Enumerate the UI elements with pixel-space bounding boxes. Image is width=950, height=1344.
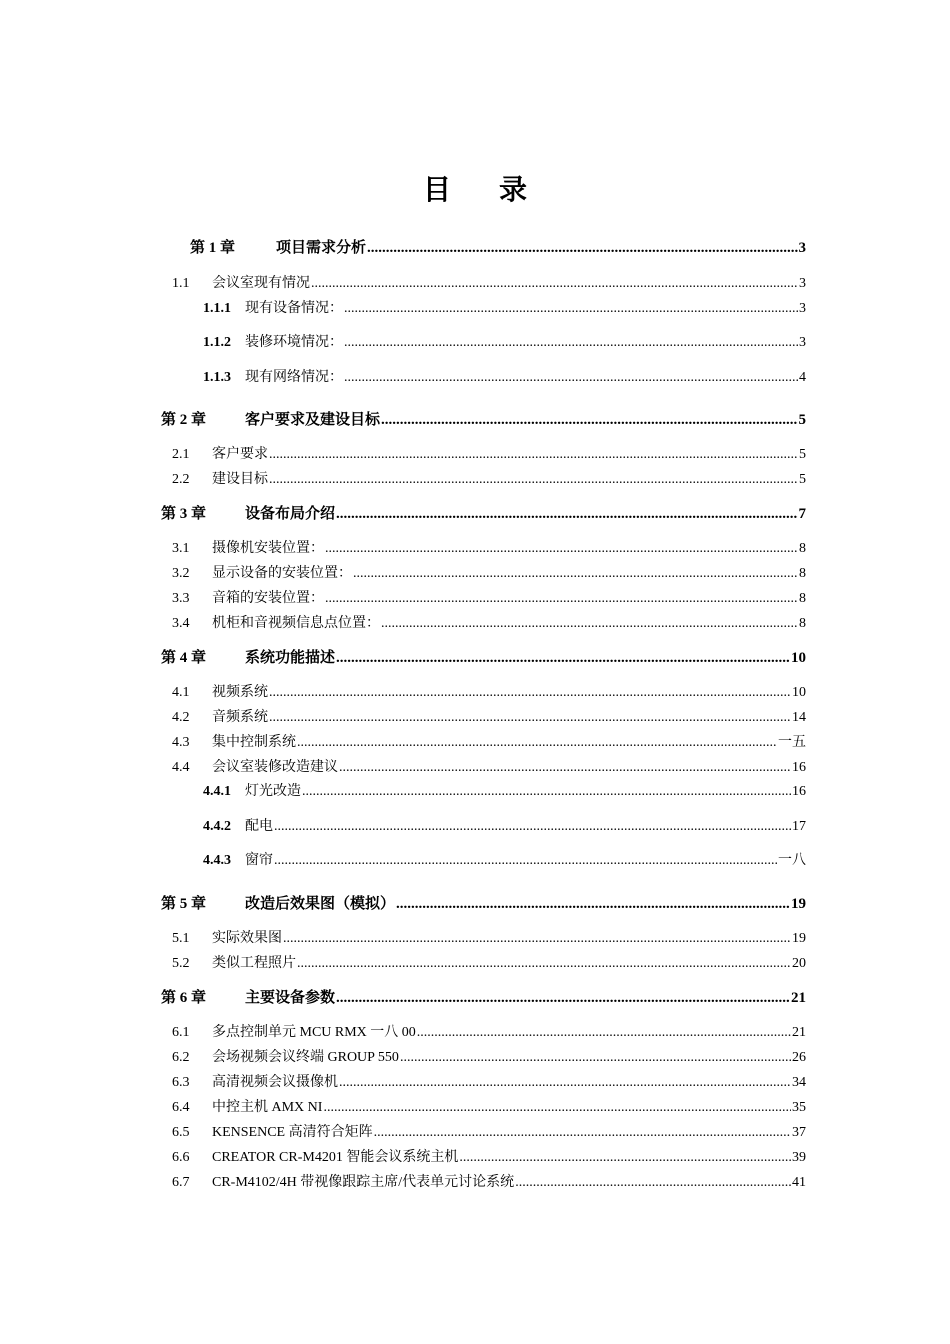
toc-entry-title: 实际效果图	[212, 931, 282, 946]
toc-dot-leader	[323, 1100, 791, 1116]
toc-entry-number: 第 6 章	[161, 990, 207, 1006]
toc-entry-number: 4.3	[172, 735, 190, 750]
toc-entry-number: 6.6	[172, 1150, 190, 1165]
toc-entry-number: 1.1.3	[203, 370, 231, 385]
toc-page-number: 37	[792, 1125, 806, 1140]
toc-entry-title: 多点控制单元 MCU RMX 一八 00	[212, 1025, 416, 1040]
page-title	[0, 168, 950, 208]
toc-entry-number: 4.4.1	[203, 784, 231, 799]
toc-page-number: 19	[791, 896, 806, 912]
toc-dot-leader	[400, 1050, 791, 1066]
toc-section-entry[interactable]	[172, 587, 806, 607]
toc-dot-leader	[339, 760, 791, 776]
toc-page-number: 16	[792, 784, 806, 799]
toc-entry-number: 4.4	[172, 760, 190, 775]
toc-dot-leader	[396, 896, 790, 913]
toc-section-entry[interactable]	[172, 1121, 806, 1141]
toc-dot-leader	[283, 931, 791, 947]
toc-entry-title: CR-M4102/4H 带视像跟踪主席/代表单元讨论系统	[212, 1175, 515, 1190]
toc-section-entry[interactable]	[172, 681, 806, 701]
toc-dot-leader	[381, 616, 798, 632]
toc-entry-title: 窗帘	[245, 853, 273, 868]
toc-entry-number: 3.4	[172, 616, 190, 631]
toc-entry-title: CREATOR CR-M4201 智能会议系统主机	[212, 1150, 459, 1165]
toc-subsection-entry[interactable]	[203, 297, 806, 317]
toc-entry-number: 1.1.2	[203, 335, 231, 350]
toc-page-number: 4	[799, 370, 806, 385]
toc-section-entry[interactable]	[172, 1146, 806, 1166]
toc-page-number: 10	[792, 685, 806, 700]
toc-page-number: 3	[799, 301, 806, 316]
toc-entry-title: 现有设备情况：	[245, 301, 343, 316]
toc-entry-title: 显示设备的安装位置：	[212, 566, 352, 581]
toc-subsection-entry[interactable]	[203, 366, 806, 386]
toc-entry-number: 4.2	[172, 710, 190, 725]
toc-dot-leader	[339, 1075, 791, 1091]
toc-page-number: 41	[792, 1175, 806, 1190]
toc-section-entry[interactable]	[172, 1021, 806, 1041]
toc-entry-title: 会议室现有情况	[212, 276, 310, 291]
toc-dot-leader	[515, 1175, 791, 1191]
toc-page-number: 5	[798, 412, 806, 428]
toc-entry-title: 系统功能描述	[245, 650, 336, 666]
toc-entry-title: 会场视频会议终端 GROUP 550	[212, 1050, 399, 1065]
toc-page-number: 3	[799, 335, 806, 350]
toc-entry-title: 建设目标	[212, 472, 268, 487]
toc-chapter-entry[interactable]	[161, 646, 806, 667]
toc-subsection-entry[interactable]	[203, 780, 806, 800]
toc-entry-title: 视频系统	[212, 685, 268, 700]
toc-chapter-entry[interactable]	[161, 986, 806, 1007]
toc-chapter-entry[interactable]	[161, 408, 806, 429]
toc-entry-title: 音频系统	[212, 710, 268, 725]
toc-subsection-entry[interactable]	[203, 331, 806, 351]
toc-entry-number: 3.2	[172, 566, 190, 581]
toc-page-number: 7	[798, 506, 806, 522]
toc-dot-leader	[336, 990, 790, 1007]
toc-page-number: 26	[792, 1050, 806, 1065]
toc-entry-title: 集中控制系统	[212, 735, 296, 750]
toc-entry-number: 6.4	[172, 1100, 190, 1115]
toc-page-number: 一五	[778, 735, 806, 750]
toc-dot-leader	[325, 541, 798, 557]
toc-entry-title: 灯光改造	[245, 784, 301, 799]
toc-section-entry[interactable]	[172, 731, 806, 751]
toc-page-number: 8	[799, 566, 806, 581]
toc-entry-title: 装修环境情况：	[245, 335, 343, 350]
toc-entry-number: 2.2	[172, 472, 190, 487]
toc-dot-leader	[325, 591, 798, 607]
toc-dot-leader	[459, 1150, 791, 1166]
toc-entry-title: 中控主机 AMX NI	[212, 1100, 323, 1115]
toc-section-entry[interactable]	[172, 1046, 806, 1066]
toc-subsection-entry[interactable]	[203, 849, 806, 869]
toc-entry-number: 5.1	[172, 931, 190, 946]
toc-page-number: 19	[792, 931, 806, 946]
toc-dot-leader	[374, 1125, 791, 1141]
toc-entry-number: 6.5	[172, 1125, 190, 1140]
toc-section-entry[interactable]	[172, 612, 806, 632]
toc-dot-leader	[297, 735, 777, 751]
toc-entry-title: 类似工程照片	[212, 956, 296, 971]
toc-dot-leader	[381, 412, 797, 429]
toc-page-number: 14	[792, 710, 806, 725]
toc-entry-title: 摄像机安装位置：	[212, 541, 324, 556]
toc-entry-number: 6.3	[172, 1075, 190, 1090]
toc-section-entry[interactable]	[172, 1171, 806, 1191]
toc-entry-title: 配电	[245, 819, 273, 834]
toc-page-number: 21	[791, 990, 806, 1006]
toc-entry-title: 主要设备参数	[245, 990, 336, 1006]
toc-section-entry[interactable]	[172, 952, 806, 972]
toc-dot-leader	[344, 301, 798, 317]
toc-entry-number: 1.1.1	[203, 301, 231, 316]
page-title-char-1: 目	[422, 173, 451, 206]
toc-dot-leader	[353, 566, 798, 582]
toc-section-entry[interactable]	[172, 756, 806, 776]
toc-chapter-entry[interactable]	[190, 236, 806, 257]
toc-entry-number: 第 4 章	[161, 650, 207, 666]
toc-dot-leader	[269, 447, 798, 463]
toc-page-number: 39	[792, 1150, 806, 1165]
toc-dot-leader	[269, 685, 791, 701]
toc-entry-title: 客户要求及建设目标	[245, 412, 381, 428]
toc-page-number: 一八	[778, 853, 806, 868]
toc-entry-number: 5.2	[172, 956, 190, 971]
toc-entry-number: 3.3	[172, 591, 190, 606]
toc-dot-leader	[336, 506, 797, 523]
toc-dot-leader	[302, 784, 791, 800]
toc-section-entry[interactable]	[172, 272, 806, 292]
toc-entry-title: 改造后效果图（模拟）	[245, 896, 396, 912]
toc-entry-number: 1.1	[172, 276, 190, 291]
toc-dot-leader	[274, 819, 791, 835]
toc-entry-title: 机柜和音视频信息点位置：	[212, 616, 380, 631]
toc-entry-title: 设备布局介绍	[245, 506, 336, 522]
toc-page-number: 8	[799, 541, 806, 556]
toc-entry-number: 第 1 章	[190, 240, 236, 256]
toc-dot-leader	[344, 370, 798, 386]
toc-entry-title: 客户要求	[212, 447, 268, 462]
toc-section-entry[interactable]	[172, 443, 806, 463]
toc-dot-leader	[311, 276, 798, 292]
toc-page-number: 21	[792, 1025, 806, 1040]
toc-entry-number: 2.1	[172, 447, 190, 462]
toc-subsection-entry[interactable]	[203, 815, 806, 835]
toc-page-number: 3	[799, 276, 806, 291]
toc-dot-leader	[417, 1025, 791, 1041]
toc-page-number: 5	[799, 447, 806, 462]
toc-section-entry[interactable]	[172, 562, 806, 582]
toc-dot-leader	[269, 710, 791, 726]
toc-section-entry[interactable]	[172, 537, 806, 557]
toc-entry-number: 4.1	[172, 685, 190, 700]
toc-chapter-entry[interactable]	[161, 892, 806, 913]
toc-entry-title: 高清视频会议摄像机	[212, 1075, 338, 1090]
toc-dot-leader	[336, 650, 790, 667]
toc-chapter-entry[interactable]	[161, 502, 806, 523]
toc-dot-leader	[274, 853, 777, 869]
toc-page-number: 17	[792, 819, 806, 834]
toc-page-number: 35	[792, 1100, 806, 1115]
toc-section-entry[interactable]	[172, 706, 806, 726]
toc-entry-number: 3.1	[172, 541, 190, 556]
toc-dot-leader	[367, 240, 797, 257]
toc-entry-number: 6.1	[172, 1025, 190, 1040]
toc-entry-title: 现有网络情况：	[245, 370, 343, 385]
toc-entry-title: 音箱的安装位置：	[212, 591, 324, 606]
toc-entry-title: 会议室装修改造建议	[212, 760, 338, 775]
toc-section-entry[interactable]	[172, 927, 806, 947]
toc-entry-number: 第 3 章	[161, 506, 207, 522]
toc-page-number: 20	[792, 956, 806, 971]
toc-page-number: 10	[791, 650, 806, 666]
toc-page-number: 3	[798, 240, 806, 256]
toc-section-entry[interactable]	[172, 1096, 806, 1116]
toc-entry-title: 项目需求分析	[276, 240, 367, 256]
toc-page-number: 8	[799, 616, 806, 631]
toc-section-entry[interactable]	[172, 1071, 806, 1091]
toc-page-number: 16	[792, 760, 806, 775]
toc-entry-number: 4.4.3	[203, 853, 231, 868]
toc-dot-leader	[269, 472, 798, 488]
toc-entry-number: 第 5 章	[161, 896, 207, 912]
toc-entry-number: 6.2	[172, 1050, 190, 1065]
toc-page-number: 5	[799, 472, 806, 487]
toc-section-entry[interactable]	[172, 468, 806, 488]
toc-entry-number: 第 2 章	[161, 412, 207, 428]
toc-dot-leader	[344, 335, 798, 351]
toc-dot-leader	[297, 956, 791, 972]
toc-page-number: 8	[799, 591, 806, 606]
toc-entry-number: 6.7	[172, 1175, 190, 1190]
page-title-char-2: 录	[499, 173, 528, 206]
toc-entry-number: 4.4.2	[203, 819, 231, 834]
toc-page-number: 34	[792, 1075, 806, 1090]
toc-entry-title: KENSENCE 高清符合矩阵	[212, 1125, 373, 1140]
